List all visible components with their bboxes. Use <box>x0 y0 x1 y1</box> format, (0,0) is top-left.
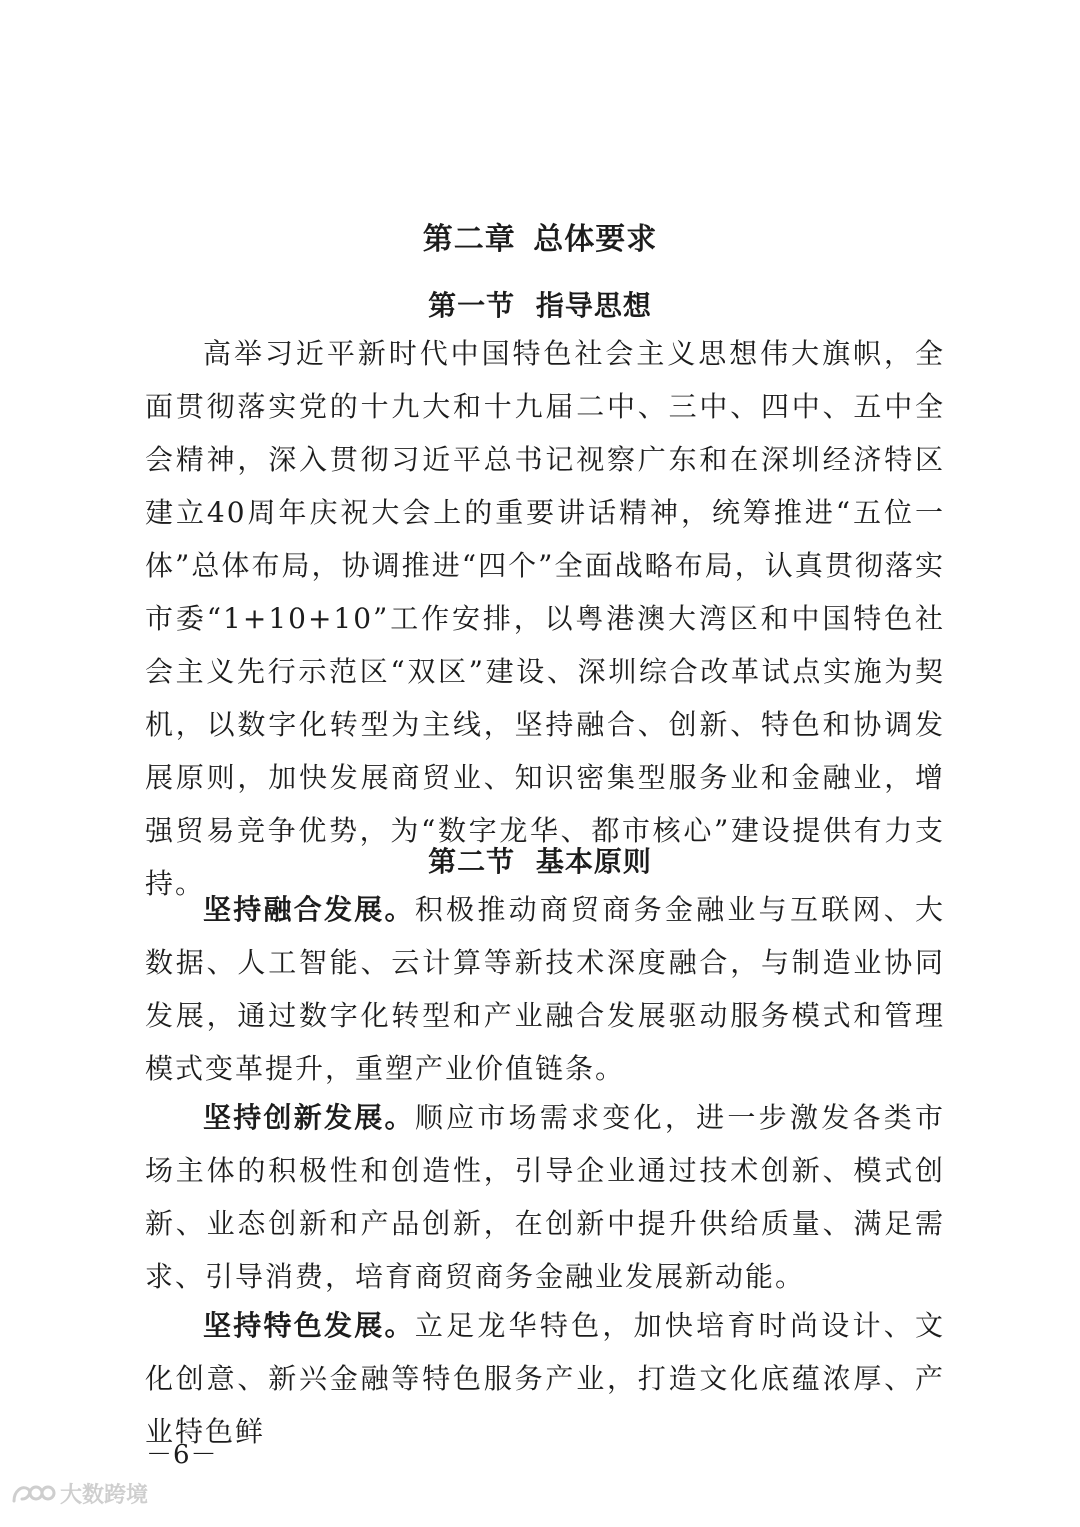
section-title-guiding-ideology: 第一节 指导思想 <box>428 289 652 322</box>
paragraph-principle-feature <box>145 1299 945 1458</box>
watermark-logo-icon <box>10 1481 56 1507</box>
paragraph-lead: 坚持创新发展。 <box>203 1101 415 1134</box>
paragraph-principle-innovation <box>145 1091 945 1303</box>
paragraph-text: 积极推动商贸商务金融业与互联网、大数据、人工智能、云计算等新技术深度融合，与制造业协同发展，通过数字化转型和产业融合发展驱动服务模式和管理模式变革提升，重塑产业价值链条。 <box>145 893 945 1085</box>
paragraph-text: 高举习近平新时代中国特色社会主义思想伟大旗帜，全面贯彻落实党的十九大和十九届二中、三中、四中、五中全会精神，深入贯彻习近平总书记视察广东和在深圳经济特区建立40周年庆祝大会上的重要讲话精神，统筹推进“五位一体”总体布局，协调推进“四个”全面战略布局，认真贯彻落实市委“1+10+10”工作安排，以粤港澳大湾区和中国特色社会主义先行示范区“双区”建设、深圳综合改革试点实施为契机，以数字化转型为主线，坚持融合、创新、特色和协调发展原则，加快发展商贸业、知识密集型服务业和金融业，增强贸易竞争优势，为“数字龙华、都市核心”建设提供有力支持。 <box>145 337 945 900</box>
watermark-text: 大数跨境 <box>60 1483 149 1508</box>
paragraph-guiding-ideology <box>145 327 945 910</box>
watermark <box>10 1478 148 1509</box>
page-number: －6－ <box>146 1440 218 1470</box>
paragraph-lead: 坚持特色发展。 <box>203 1309 415 1342</box>
chapter-title: 第二章 总体要求 <box>422 222 658 257</box>
paragraph-text: 立足龙华特色，加快培育时尚设计、文化创意、新兴金融等特色服务产业，打造文化底蕴浓厚、产业特色鲜 <box>145 1309 945 1448</box>
paragraph-lead: 坚持融合发展。 <box>203 893 415 926</box>
paragraph-principle-fusion <box>145 883 945 1095</box>
paragraph-text: 顺应市场需求变化，进一步激发各类市场主体的积极性和创造性，引导企业通过技术创新、模式创新、业态创新和产品创新，在创新中提升供给质量、满足需求、引导消费，培育商贸商务金融业发展新动能。 <box>145 1101 945 1293</box>
section-title-basic-principles: 第二节 基本原则 <box>428 845 652 878</box>
